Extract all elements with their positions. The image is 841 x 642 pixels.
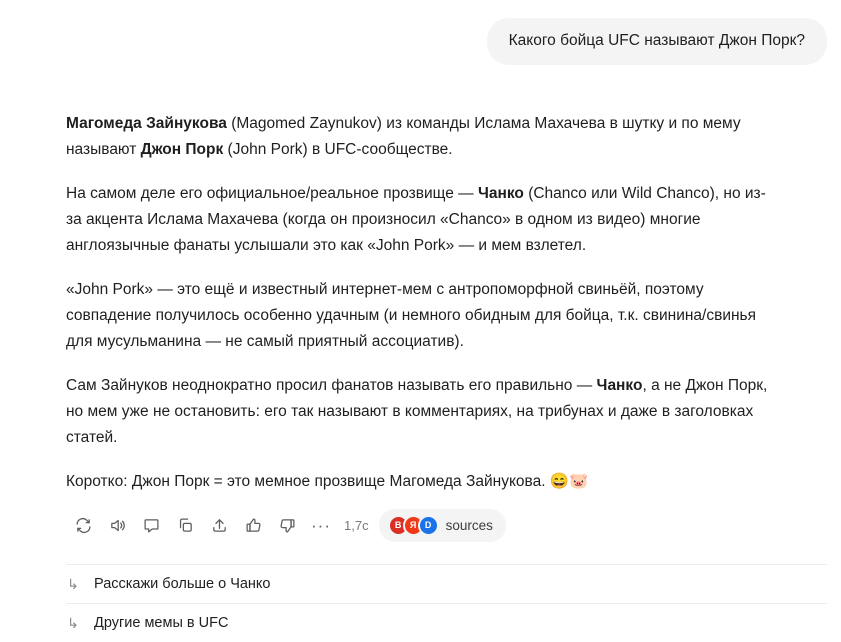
suggestion-label-2: Другие мемы в UFC (94, 615, 229, 631)
source-favicon-1: В (388, 515, 409, 536)
suggestion-arrow-icon: ↳ (67, 575, 79, 592)
comment-icon[interactable] (134, 511, 168, 541)
regenerate-icon[interactable] (66, 511, 100, 541)
suggestion-item-2[interactable] (66, 604, 827, 642)
answer-paragraph-5: Коротко: Джон Порк = это мемное прозвище Магомеда Зайнукова. 😄🐷 (66, 473, 589, 490)
response-timing: 1,7с (344, 518, 369, 533)
share-icon[interactable] (202, 511, 236, 541)
assistant-answer (14, 111, 827, 495)
thumbs-down-icon[interactable] (270, 511, 304, 541)
source-favicon-3: D (418, 515, 439, 536)
answer-paragraph-4: Сам Зайнуков неоднократно просил фанатов называть его правильно — Чанко, а не Джон Порк, но мем уже не остановить: его так называют в комментариях, на трибунах и даже в заголовках статей. (66, 377, 768, 446)
suggestion-label-1: Расскажи больше о Чанко (94, 576, 271, 592)
copy-icon[interactable] (168, 511, 202, 541)
thumbs-up-icon[interactable] (236, 511, 270, 541)
user-message-row (14, 18, 827, 65)
sources-label: sources (445, 518, 493, 533)
more-options-icon[interactable] (304, 511, 338, 541)
follow-up-suggestions (14, 564, 827, 642)
more-options-label: ··· (311, 515, 331, 535)
sources-button[interactable] (379, 509, 506, 542)
user-message-bubble: Какого бойца UFC называют Джон Порк? (487, 18, 827, 65)
source-favicons (388, 515, 439, 536)
answer-paragraph-1: Магомеда Зайнукова (Magomed Zaynukov) из команды Ислама Махачева в шутку и по мему называют Джон Порк (John Pork) в UFC-сообществе. (66, 115, 741, 158)
source-favicon-2: Я (403, 515, 424, 536)
suggestion-arrow-icon-2: ↳ (67, 614, 79, 631)
suggestion-item-1[interactable] (66, 565, 827, 603)
message-action-bar (14, 509, 827, 542)
answer-paragraph-2: На самом деле его официальное/реальное прозвище — Чанко (Chanco или Wild Chanco), но из-за акцента Ислама Махачева (когда он произносил «Chanco» в одном из видео) многие англоязычные фанаты услышали это как «John Pork» — и мем взлетел. (66, 185, 766, 254)
speaker-icon[interactable] (100, 511, 134, 541)
answer-paragraph-3: «John Pork» — это ещё и известный интернет-мем с антропоморфной свиньёй, поэтому совпадение получилось особенно удачным (и немного обидным для бойца, т.к. свинина/свинья для мусульманина — не самый приятный ассоциатив). (66, 281, 757, 350)
